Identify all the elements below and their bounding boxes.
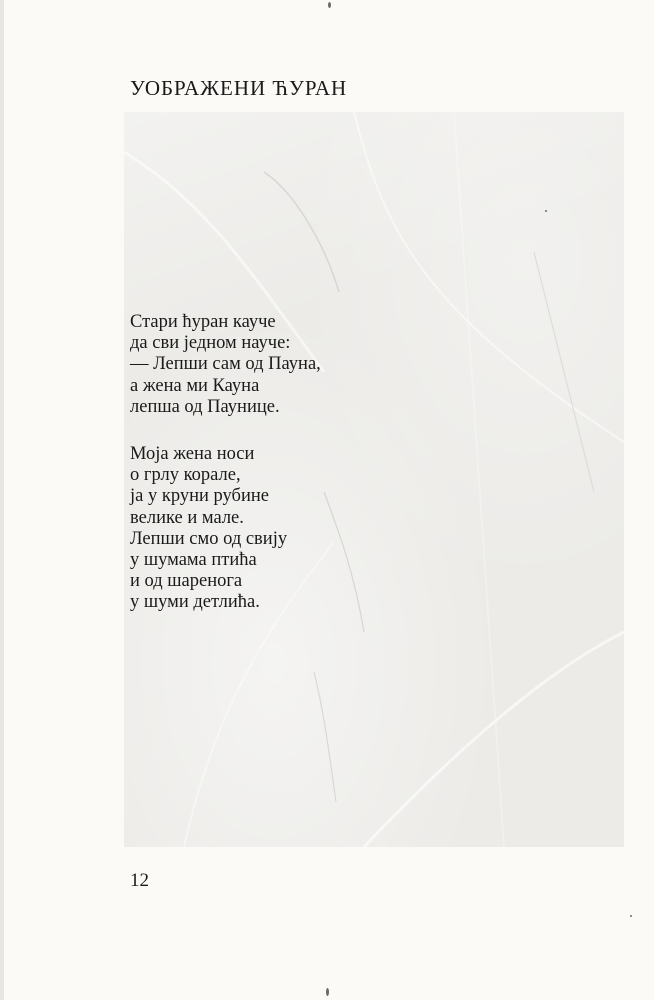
poem-line: о грлу корале, (130, 465, 241, 486)
poem-line: лепша од Паунице. (130, 396, 280, 417)
print-speck (630, 915, 632, 917)
poem-line: Лепши смо од свију (130, 528, 288, 549)
poem-line: у шуми детлића. (130, 592, 260, 613)
poem-line: Моја жена носи (130, 444, 255, 464)
poem-line: — Лепши сам од Пауна, (130, 354, 321, 375)
page-number: 12 (130, 870, 149, 891)
poem-stanza-1 (130, 312, 321, 418)
print-speck (328, 2, 331, 8)
page-edge (0, 0, 4, 1000)
poem-line: да сви једном науче: (130, 333, 291, 354)
poem-stanza-2 (130, 444, 287, 614)
print-speck (326, 988, 329, 996)
poem-line: ја у круни рубине (130, 486, 269, 507)
poem-line: а жена ми Кауна (130, 375, 260, 396)
poem-title: УОБРАЖЕНИ ЋУРАН (130, 76, 348, 100)
poem-line: велике и мале. (130, 507, 244, 528)
poem-line: у шумама птића (130, 550, 257, 571)
print-speck (545, 210, 547, 212)
poem-line: Стари ћуран кауче (130, 312, 276, 332)
poem-line: и од шареногa (130, 571, 243, 592)
